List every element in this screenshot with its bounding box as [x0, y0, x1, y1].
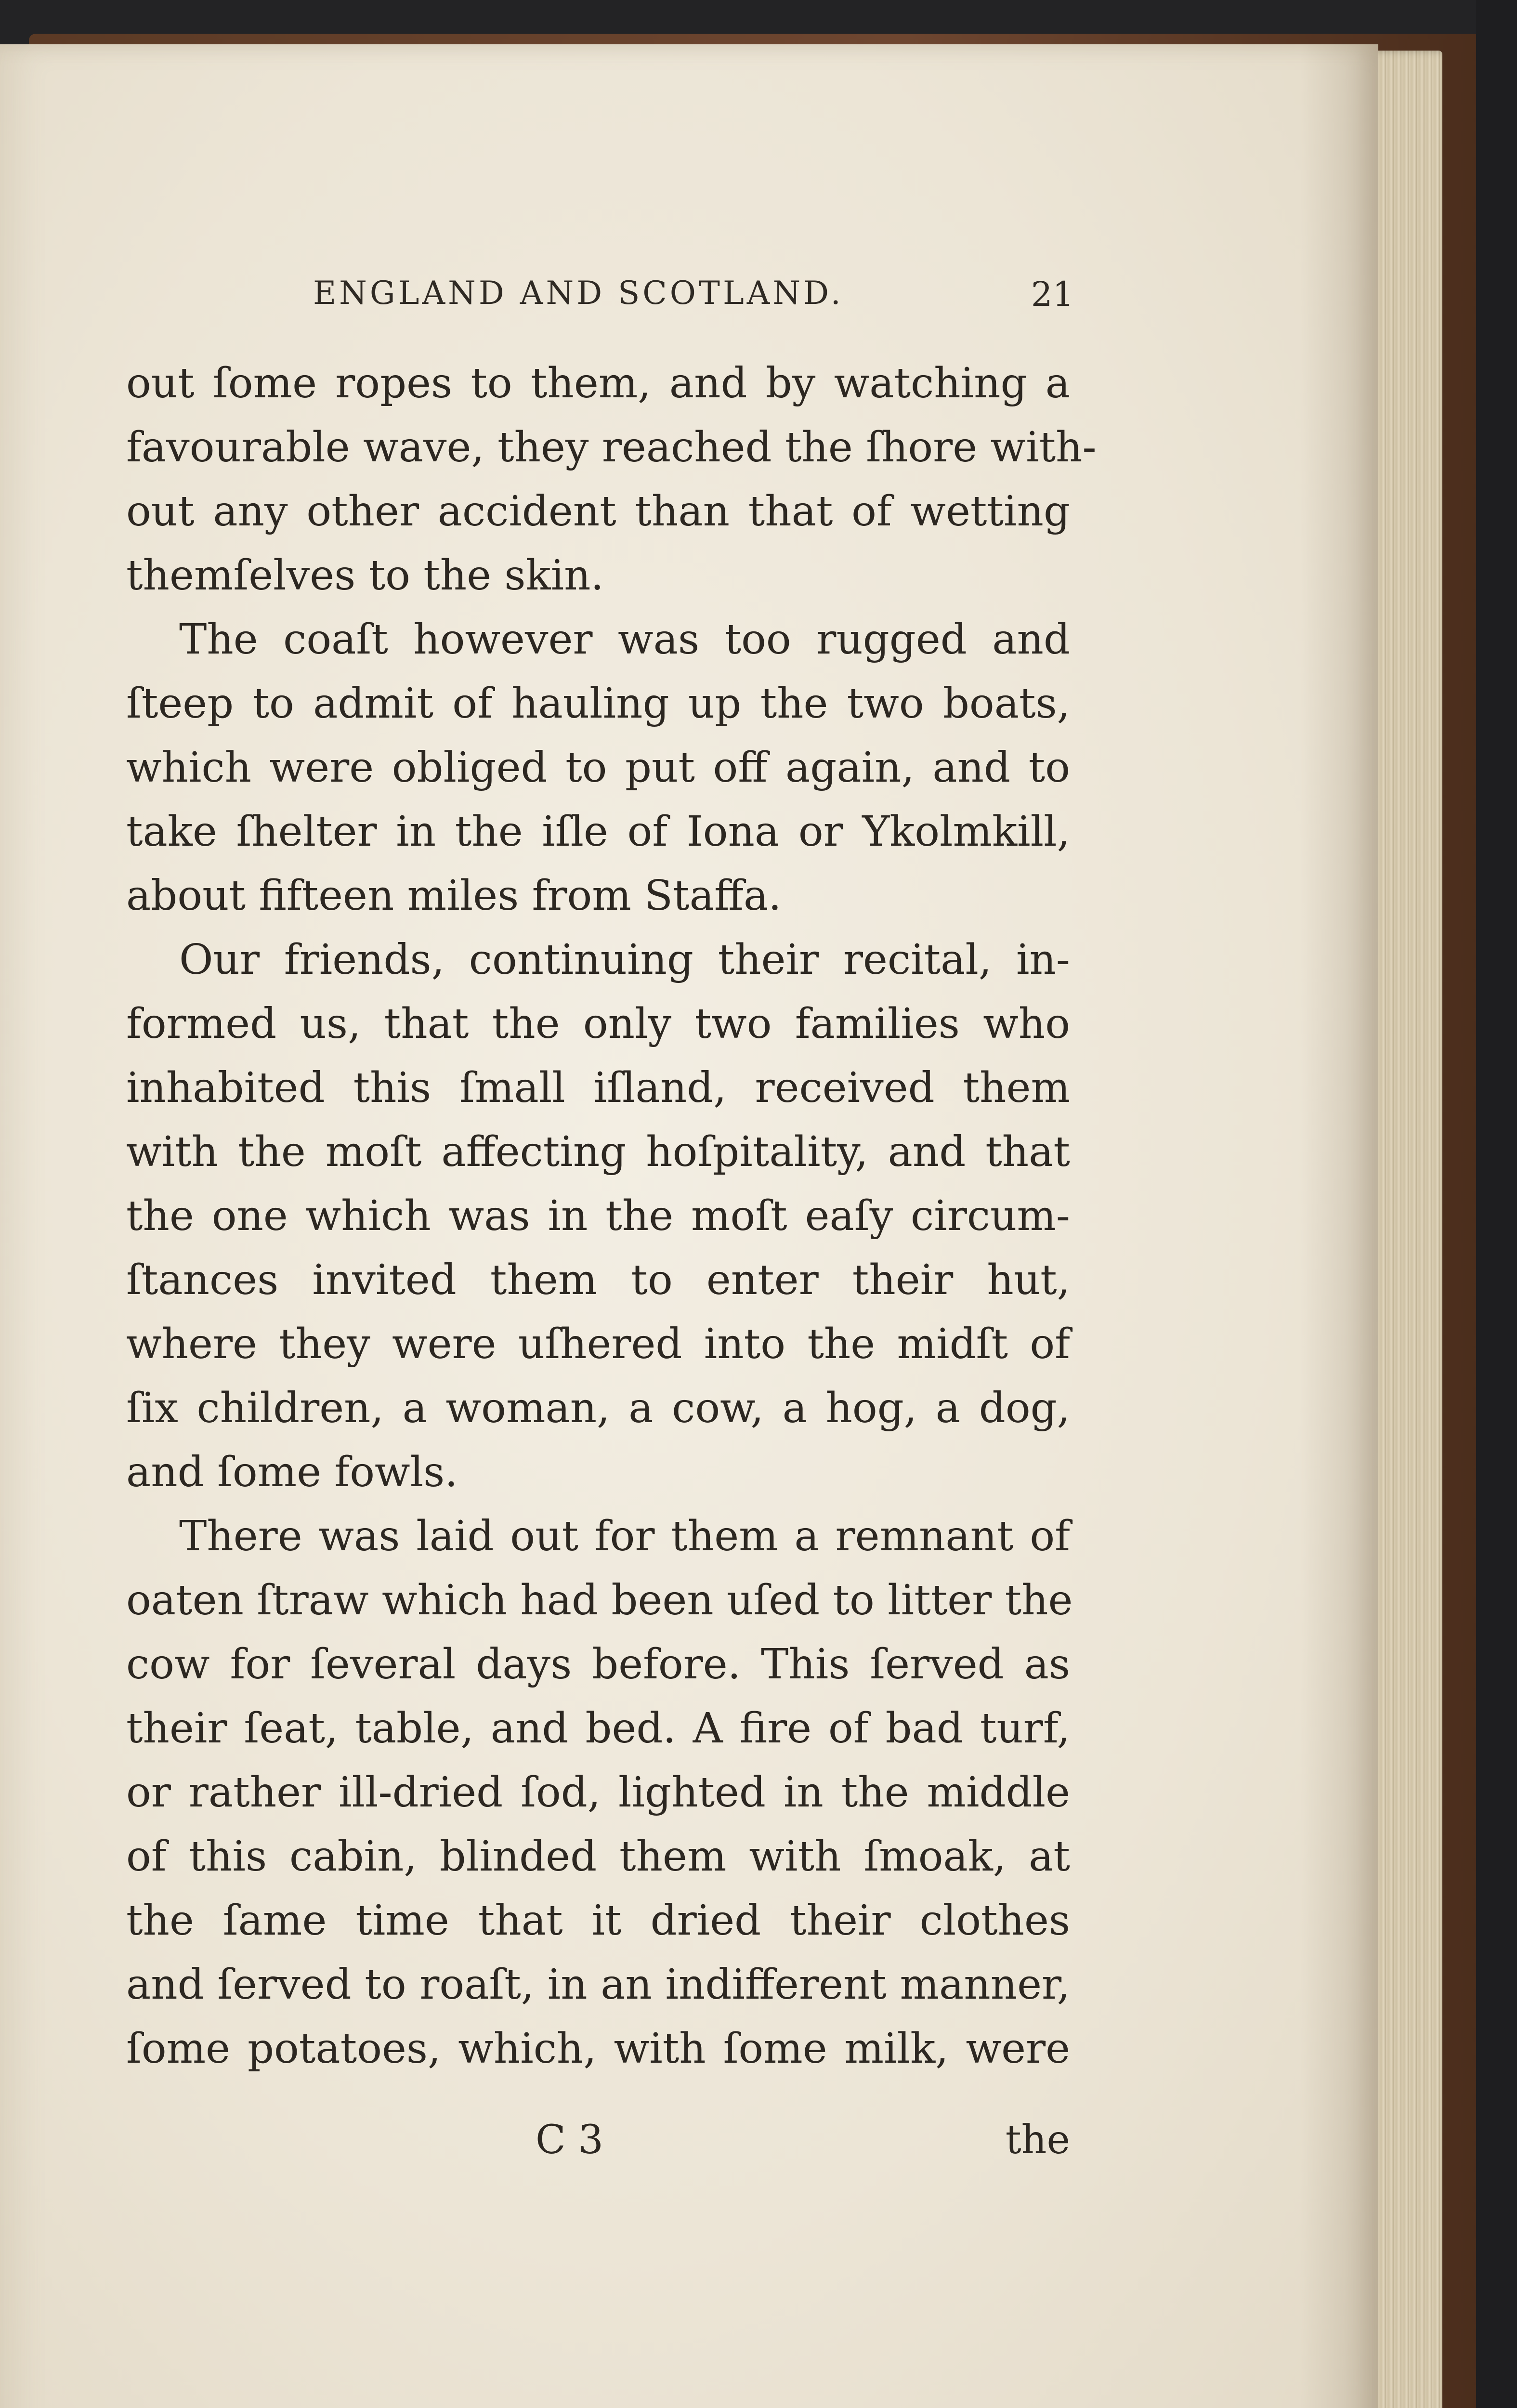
- text-line: Our friends, continuing their recital, in-: [179, 936, 1070, 984]
- text-line: favourable wave, they reached the ſhore with-: [126, 423, 1097, 471]
- text-line: and ſome fowls.: [126, 1448, 458, 1496]
- text-line: the one which was in the moſt eaſy circum-: [126, 1192, 1070, 1240]
- text-line: ſtances invited them to enter their hut,: [126, 1256, 1070, 1304]
- text-line: their ſeat, table, and bed. A fire of bad turf,: [126, 1704, 1070, 1753]
- text-line: There was laid out for them a remnant of: [179, 1512, 1070, 1560]
- text-line: out any other accident than that of wetting: [126, 487, 1070, 536]
- text-line: themſelves to the skin.: [126, 551, 604, 600]
- text-line: inhabited this ſmall iſland, received them: [126, 1064, 1070, 1112]
- text-line: or rather ill-dried ſod, lighted in the middle: [126, 1768, 1070, 1817]
- text-line: ſome potatoes, which, with ſome milk, were: [126, 2025, 1070, 2073]
- text-line: take ſhelter in the iſle of Iona or Ykolmkill,: [126, 808, 1070, 856]
- text-line: and ſerved to roaſt, in an indifferent manner,: [126, 1961, 1070, 2009]
- page-footer: [126, 2117, 1070, 2175]
- signature-mark: C 3: [536, 2117, 603, 2163]
- text-line: the ſame time that it dried their clothes: [126, 1897, 1070, 1945]
- text-line: The coaſt however was too rugged and: [179, 615, 1070, 664]
- text-line: ſix children, a woman, a cow, a hog, a dog,: [126, 1384, 1070, 1432]
- running-head-title: ENGLAND AND SCOTLAND.: [313, 275, 844, 312]
- text-line: oaten ſtraw which had been uſed to litter the: [126, 1576, 1073, 1624]
- text-line: where they were uſhered into the midſt of: [126, 1320, 1070, 1368]
- text-line: which were obliged to put off again, and to: [126, 744, 1070, 792]
- text-line: formed us, that the only two families who: [126, 1000, 1070, 1048]
- text-line: out ſome ropes to them, and by watching a: [126, 359, 1070, 407]
- text-line: of this cabin, blinded them with ſmoak, at: [126, 1832, 1070, 1881]
- text-line: ſteep to admit of hauling up the two boats,: [126, 680, 1070, 728]
- body-text: [126, 352, 1097, 2081]
- catchword: the: [1005, 2117, 1070, 2163]
- page-number: 21: [1031, 275, 1074, 314]
- text-line: about fifteen miles from Staffa.: [126, 872, 782, 920]
- text-line: cow for ſeveral days before. This ſerved as: [126, 1640, 1070, 1688]
- backdrop-right: [1476, 0, 1517, 2408]
- running-head: [130, 275, 1074, 323]
- text-line: with the moſt affecting hoſpitality, and that: [126, 1128, 1070, 1176]
- page-shadow: [1300, 44, 1378, 2408]
